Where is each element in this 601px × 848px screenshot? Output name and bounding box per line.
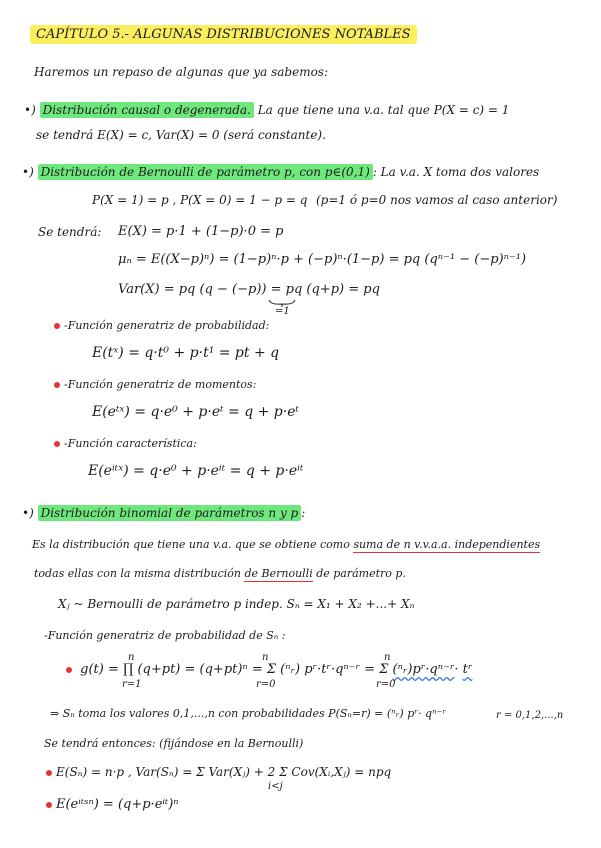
- sec1-heading: Distribución causal o degenerada.: [40, 102, 254, 118]
- sec3-after: :: [301, 506, 306, 520]
- sum2-upper-limit: n: [384, 652, 391, 663]
- bullet-marker: •): [22, 165, 34, 179]
- se-tendra-entonces: Se tendrá entonces: (fijándose en la Bernoulli): [44, 737, 304, 750]
- sec3-heading-line: [22, 507, 305, 519]
- bernoulli-central-moment: μₙ = E((X−p)ⁿ) = (1−p)ⁿ·p + (−p)ⁿ·(1−p) = pq (qⁿ⁻¹ − (−p)ⁿ⁻¹): [118, 252, 527, 267]
- brace-note: =1: [275, 306, 290, 317]
- binomial-r-range: r = 0,1,2,...,n: [496, 710, 564, 721]
- binomial-coefficient-underlined: (ⁿᵣ)pʳ·qⁿ⁻ʳ: [392, 662, 455, 677]
- sum-independent-underlined: suma de n v.v.a.a. independientes: [353, 538, 541, 551]
- bullet-marker: •): [22, 506, 34, 520]
- binomial-cf: E(eⁱᵗˢⁿ) = (q+p·eⁱᵗ)ⁿ: [46, 798, 179, 811]
- cf-equation: E(eⁱᵗˣ) = q·e⁰ + p·eⁱᵗ = q + p·eⁱᵗ: [88, 463, 304, 479]
- sum1-upper-limit: n: [262, 652, 269, 663]
- binomial-moments: E(Sₙ) = n·p , Var(Sₙ) = Σ Var(Xⱼ) + 2 Σ Cov(Xᵢ,Xⱼ) = npq: [46, 766, 391, 778]
- binomial-values-line: ⇒ Sₙ toma los valores 0,1,...,n con probabilidades P(Sₙ=r) = (ⁿᵣ) pʳ· qⁿ⁻ʳ: [50, 707, 447, 720]
- pgf-equation: E(tˣ) = q·t⁰ + p·t¹ = pt + q: [92, 345, 280, 361]
- sec1-heading-line: [24, 104, 509, 116]
- intro-text: Haremos un repaso de algunas que ya sabemos:: [34, 65, 329, 79]
- bernoulli-underlined: de Bernoulli: [244, 567, 313, 580]
- mgf-label: -Función generatriz de momentos:: [54, 379, 256, 390]
- bernoulli-variance: Var(X) = pq (q − (−p)) = pq (q+p) = pq: [118, 282, 380, 297]
- sec2-after: : La v.a. X toma dos valores: [372, 165, 540, 179]
- bernoulli-mean: E(X) = p·1 + (1−p)·0 = p: [118, 224, 284, 239]
- cov-sum-index: i<j: [268, 781, 283, 792]
- sec2-heading: Distribución de Bernoulli de parámetro p, con p∈(0,1): [38, 164, 373, 180]
- t-power-underlined: tʳ: [462, 662, 473, 677]
- sec2-heading-line: [22, 166, 539, 178]
- cf-label: -Función característica:: [54, 438, 197, 449]
- bernoulli-probs: P(X = 1) = p , P(X = 0) = 1 − p = q: [92, 193, 308, 207]
- binomial-pgf-equation: g(t) = ∏ (q+pt) = (q+pt)ⁿ = Σ (ⁿᵣ) pʳ·tʳ·qⁿ⁻ʳ = Σ (ⁿᵣ)pʳ·qⁿ⁻ʳ· tʳ: [66, 663, 472, 676]
- red-bullet: [54, 382, 60, 388]
- binomial-desc-2: todas ellas con la misma distribución de Bernoulli de parámetro p.: [34, 567, 406, 580]
- sec1-after: La que tiene una v.a. tal que P(X = c) = 1: [253, 103, 510, 117]
- se-tendra-label: Se tendrá:: [38, 225, 102, 239]
- binomial-desc-1: Es la distribución que tiene una v.a. que se obtiene como suma de n v.v.a.a. independientes: [32, 538, 541, 551]
- sec1-line2: se tendrá E(X) = c, Var(X) = 0 (será constante).: [36, 128, 326, 142]
- red-bullet: [46, 802, 52, 808]
- binomial-pgf-label: -Función generatriz de probabilidad de Sₙ :: [44, 629, 286, 642]
- red-bullet: [54, 441, 60, 447]
- prod-upper-limit: n: [128, 652, 135, 663]
- red-bullet: [66, 667, 72, 673]
- bernoulli-probs-note: (p=1 ó p=0 nos vamos al caso anterior): [316, 193, 558, 207]
- bernoulli-indep-line: Xⱼ ~ Bernoulli de parámetro p indep. Sₙ = X₁ + X₂ +...+ Xₙ: [58, 597, 415, 611]
- prod-lower-limit: r=1: [122, 679, 142, 690]
- sum2-lower-limit: r=0: [376, 679, 396, 690]
- bullet-marker: •): [24, 103, 36, 117]
- sum1-lower-limit: r=0: [256, 679, 276, 690]
- red-bullet: [46, 770, 52, 776]
- pgf-label: -Función generatriz de probabilidad:: [54, 320, 269, 331]
- page-title: CAPÍTULO 5.- ALGUNAS DISTRIBUCIONES NOTABLES: [30, 28, 417, 41]
- red-bullet: [54, 323, 60, 329]
- sec3-heading: Distribución binomial de parámetros n y p: [38, 505, 302, 521]
- mgf-equation: E(eᵗˣ) = q·e⁰ + p·eᵗ = q + p·eᵗ: [92, 404, 299, 420]
